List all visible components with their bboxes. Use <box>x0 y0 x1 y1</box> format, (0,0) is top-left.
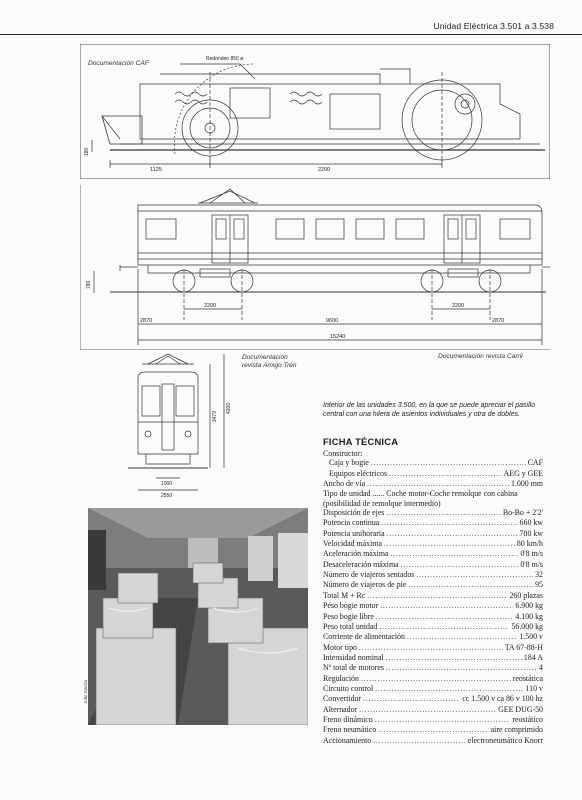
spec-label: Regulación <box>323 673 359 683</box>
spec-row <box>323 694 543 704</box>
front-caption-line1: Documentación <box>242 354 288 361</box>
spec-value: 1.000 mm <box>510 479 543 489</box>
spec-label: Total M + Rc <box>323 590 366 600</box>
bogie-dim-2: 2200 <box>318 167 331 173</box>
spec-label: Accionamiento <box>323 735 372 745</box>
bogie-dim-height: 180 <box>84 147 90 156</box>
spec-label: Desaceleración máxima <box>323 559 399 569</box>
spec-row-tipo: Tipo de unidad ...... Coche motor-Coche remolque con cabina (posibilidad de remolque intermedio) <box>323 489 518 508</box>
spec-value: reostático <box>512 714 543 724</box>
constructor-label-row <box>323 449 543 458</box>
spec-row <box>323 539 543 549</box>
spec-value: 0'8 m/s <box>520 549 543 559</box>
spec-row <box>323 529 543 539</box>
spec-row <box>323 705 543 715</box>
bogie-caption: Documentación CAF <box>88 60 149 67</box>
spec-row <box>323 622 543 632</box>
spec-row <box>323 508 543 518</box>
photo-credit: Julio García <box>83 679 88 704</box>
spec-row <box>323 684 543 694</box>
spec-label: Disposición de ejes <box>323 508 385 518</box>
side-dim-overhang-right: 2870 <box>492 318 505 324</box>
spec-row <box>323 674 543 684</box>
spec-value: 6.900 kg <box>515 601 543 611</box>
spec-value: aire comprimido <box>490 725 543 735</box>
spec-value: 780 kw <box>519 528 543 538</box>
front-dim-width-1: 1000 <box>161 481 173 487</box>
spec-row <box>323 560 543 570</box>
spec-value: 4 <box>539 663 543 673</box>
spec-label: Caja y bogie <box>329 458 369 468</box>
front-dim-height-1: 3470 <box>212 410 218 422</box>
interior-photo <box>88 508 308 725</box>
spec-label: Equipos eléctricos <box>329 468 388 478</box>
spec-value: CAF <box>527 458 543 468</box>
side-dim-bogie-left: 2200 <box>204 303 217 309</box>
spec-row <box>323 632 543 642</box>
spec-value: GEE DUG-50 <box>498 704 543 714</box>
spec-row <box>323 725 543 735</box>
bogie-drawing <box>80 44 550 179</box>
spec-row <box>323 736 543 746</box>
spec-label: Freno neumático <box>323 725 377 735</box>
constructor-label: Constructor: <box>323 449 363 458</box>
spec-label: Peso total unidad <box>323 621 378 631</box>
spec-row <box>323 663 543 673</box>
carril-caption: Documentación revista Carril <box>438 353 523 360</box>
spec-label: Peso bogie libre <box>323 611 374 621</box>
side-dim-height: 780 <box>86 280 92 289</box>
spec-value: 260 plazas <box>509 590 543 600</box>
spec-value: 95 <box>535 580 543 590</box>
side-dim-bogie-right: 2200 <box>452 303 465 309</box>
side-dim-overhang-left: 2870 <box>140 318 153 324</box>
front-dim-width-2: 2550 <box>161 493 173 497</box>
spec-row <box>323 580 543 590</box>
spec-label: Tipo de unidad <box>323 489 371 499</box>
spec-label: Número de viajeros sentados <box>323 570 415 580</box>
spec-value: TA 67-88-H <box>504 642 543 652</box>
spec-value: Bo-Bo + 2'2' <box>502 508 543 518</box>
spec-row <box>323 570 543 580</box>
side-dim-center: 9600 <box>326 318 339 324</box>
spec-value: 660 kw <box>519 518 543 528</box>
spec-value: Coche motor-Coche remolque con cabina (posibilidad de remolque intermedio) <box>323 489 518 508</box>
spec-row <box>323 458 543 468</box>
spec-value: cc 1.500 v ca 86 v 100 hz <box>462 694 543 704</box>
spec-label: Nº total de motores <box>323 663 384 673</box>
spec-label: Alternador <box>323 704 358 714</box>
spec-label: Corriente de alimentación <box>323 632 405 642</box>
spec-label: Velocidad máxima <box>323 539 382 549</box>
spec-label: Ancho de vía <box>323 479 366 489</box>
front-elevation-drawing <box>128 352 243 497</box>
spec-value: electroneumático Knorr <box>467 735 543 745</box>
spec-label: Potencia continua <box>323 518 380 528</box>
spec-label: Número de viajeros de pie <box>323 580 407 590</box>
spec-label: Freno dinámico <box>323 714 373 724</box>
spec-value: 80 km/h <box>516 539 543 549</box>
spec-row <box>323 469 543 479</box>
running-head: Unidad Eléctrica 3.501 a 3.538 <box>433 21 554 31</box>
spec-row <box>323 643 543 653</box>
side-elevation-drawing <box>80 185 550 350</box>
bogie-dim-1: 1125 <box>150 167 162 173</box>
spec-row <box>323 591 543 601</box>
spec-row <box>323 549 543 559</box>
spec-value: 32 <box>535 570 543 580</box>
spec-row <box>323 715 543 725</box>
spec-value: 0'8 m/s <box>520 559 543 569</box>
front-caption-line2: revista Amigo Tren <box>242 362 297 369</box>
spec-label: Aceleración máxima <box>323 549 389 559</box>
spec-label: Potencia unihoraria <box>323 528 385 538</box>
spec-value: AEG y GEE <box>503 468 543 478</box>
spec-value: 56.000 kg <box>511 621 543 631</box>
front-dim-height-2: 4200 <box>226 402 232 414</box>
spec-label: Intensidad nominal <box>323 652 384 662</box>
spec-value: 1.500 v <box>519 632 543 642</box>
spec-label: Motor tipo <box>323 642 357 652</box>
bogie-radius-label: Redondeo 850 ø <box>206 56 244 62</box>
spec-value: 110 v <box>525 683 543 693</box>
spec-value: reostática <box>512 673 543 683</box>
spec-value: 4.100 kg <box>515 611 543 621</box>
header-rule <box>0 34 582 35</box>
spec-label: Circuito control <box>323 683 374 693</box>
ficha-rows <box>323 508 543 746</box>
ficha-title: FICHA TÉCNICA <box>323 436 399 447</box>
front-caption <box>242 354 297 370</box>
ficha-tecnica <box>323 436 543 746</box>
spec-row <box>323 518 543 528</box>
spec-row <box>323 653 543 663</box>
interior-caption: Interior de las unidades 3.500, en la que se puede apreciar el pasillo central con una hilera de asientos individuales y otra de dobles. <box>323 402 536 418</box>
spec-value: 184 A <box>523 652 543 662</box>
spec-row <box>323 479 543 489</box>
spec-label: Peso bogie motor <box>323 601 379 611</box>
side-dim-total: 15240 <box>330 334 346 340</box>
spec-label: Convertidor <box>323 694 362 704</box>
spec-row <box>323 601 543 611</box>
spec-row <box>323 612 543 622</box>
